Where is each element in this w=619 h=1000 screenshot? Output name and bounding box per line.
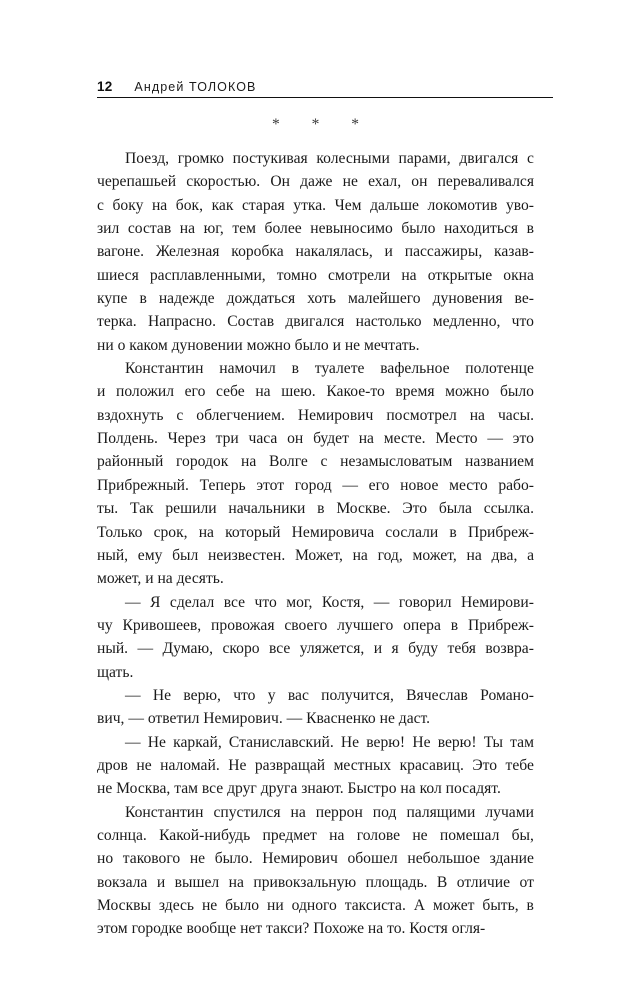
paragraph [97,731,534,801]
text-line: вокзала и вышел на привокзальную площадь. В отличие от [97,873,534,891]
text-line: — Не каркай, Станиславский. Не верю! Не верю! Ты там [125,733,534,751]
text-line: — Я сделал все что мог, Костя, — говорил Немирови- [125,593,534,611]
text-line: солнца. Какой-нибудь предмет на голове не помешал бы, [97,826,534,844]
text-line: ни о каком дуновении можно было и не мечтать. [97,336,420,354]
text-line: черепашьей скоростью. Он даже не ехал, он переваливался [97,173,534,191]
text-line: вич, — ответил Немирович. — Квасненко не даст. [97,710,431,728]
running-head [97,72,553,98]
text-line: этом городке вообще нет такси? Похоже на то. Костя огля- [97,920,486,938]
text-line: зил состав на юг, тем более невыносимо было находиться в [97,220,534,238]
author-name: Андрей ТОЛОКОВ [134,79,257,94]
text-line: не Москва, там все друг друга знают. Быстро на кол посадят. [97,780,501,798]
text-line: может, и на десять. [97,570,224,588]
text-line: — Не верю, что у вас получится, Вячеслав Романо- [125,686,534,704]
text-line: ты. Так решили начальники в Москве. Это была ссылка. [97,500,534,518]
paragraph [97,357,534,590]
text-line: Только срок, на который Немировича сослали в Прибреж- [97,523,534,541]
text-line: районный городок на Волге с незамысловатым названием [97,453,534,471]
text-line: Поезд, громко постукивая колесными парами, двигался с [125,150,534,167]
text-line: Константин намочил в туалете вафельное полотенце [125,360,534,378]
text-line: и положил его себе на шею. Какое-то время можно было [97,383,534,401]
scene-break-asterisks: * * * [272,116,373,133]
text-line: Полдень. Через три часа он будет на месте. Место — это [97,430,534,448]
paragraph [97,591,534,684]
text-line: чу Кривошеев, провожая своего лучшего опера в Прибреж- [97,616,534,634]
body-text-block [97,112,534,941]
text-line: вздохнуть с облегчением. Немирович посмотрел на часы. [97,406,534,424]
paragraph [97,147,534,357]
text-line: Москвы здесь не было ни одного таксиста. А может быть, в [97,897,534,914]
text-line: ный, ему был неизвестен. Может, на год, может, на два, а [97,546,534,564]
text-line: вагоне. Железная коробка накалялась, и пассажиры, казав- [97,243,534,261]
text-line: но такового не было. Немирович обошел небольшое здание [97,850,534,868]
paragraph [97,684,534,731]
text-line: Константин спустился на перрон под палящими лучами [125,803,534,821]
text-line: дров не наломай. Не развращай местных красавиц. Это тебе [97,756,534,774]
text-line: с боку на бок, как старая утка. Чем дальше локомотив уво- [97,196,534,214]
paragraph [97,801,534,941]
text-line: ный. — Думаю, скоро все уляжется, и я буду тебя возвра- [97,640,534,658]
text-line: щать. [97,663,134,681]
text-line: терка. Напрасно. Состав двигался настолько медленно, что [97,313,534,331]
paragraph-container [97,147,534,941]
text-line: Прибрежный. Теперь этот город — его новое место рабо- [97,476,534,494]
text-line: шиеся расплавленными, томно смотрели на открытые окна [97,266,534,284]
page-number: 12 [97,78,113,94]
text-line: купе в надежде дождаться хоть малейшего дуновения ве- [97,290,534,308]
